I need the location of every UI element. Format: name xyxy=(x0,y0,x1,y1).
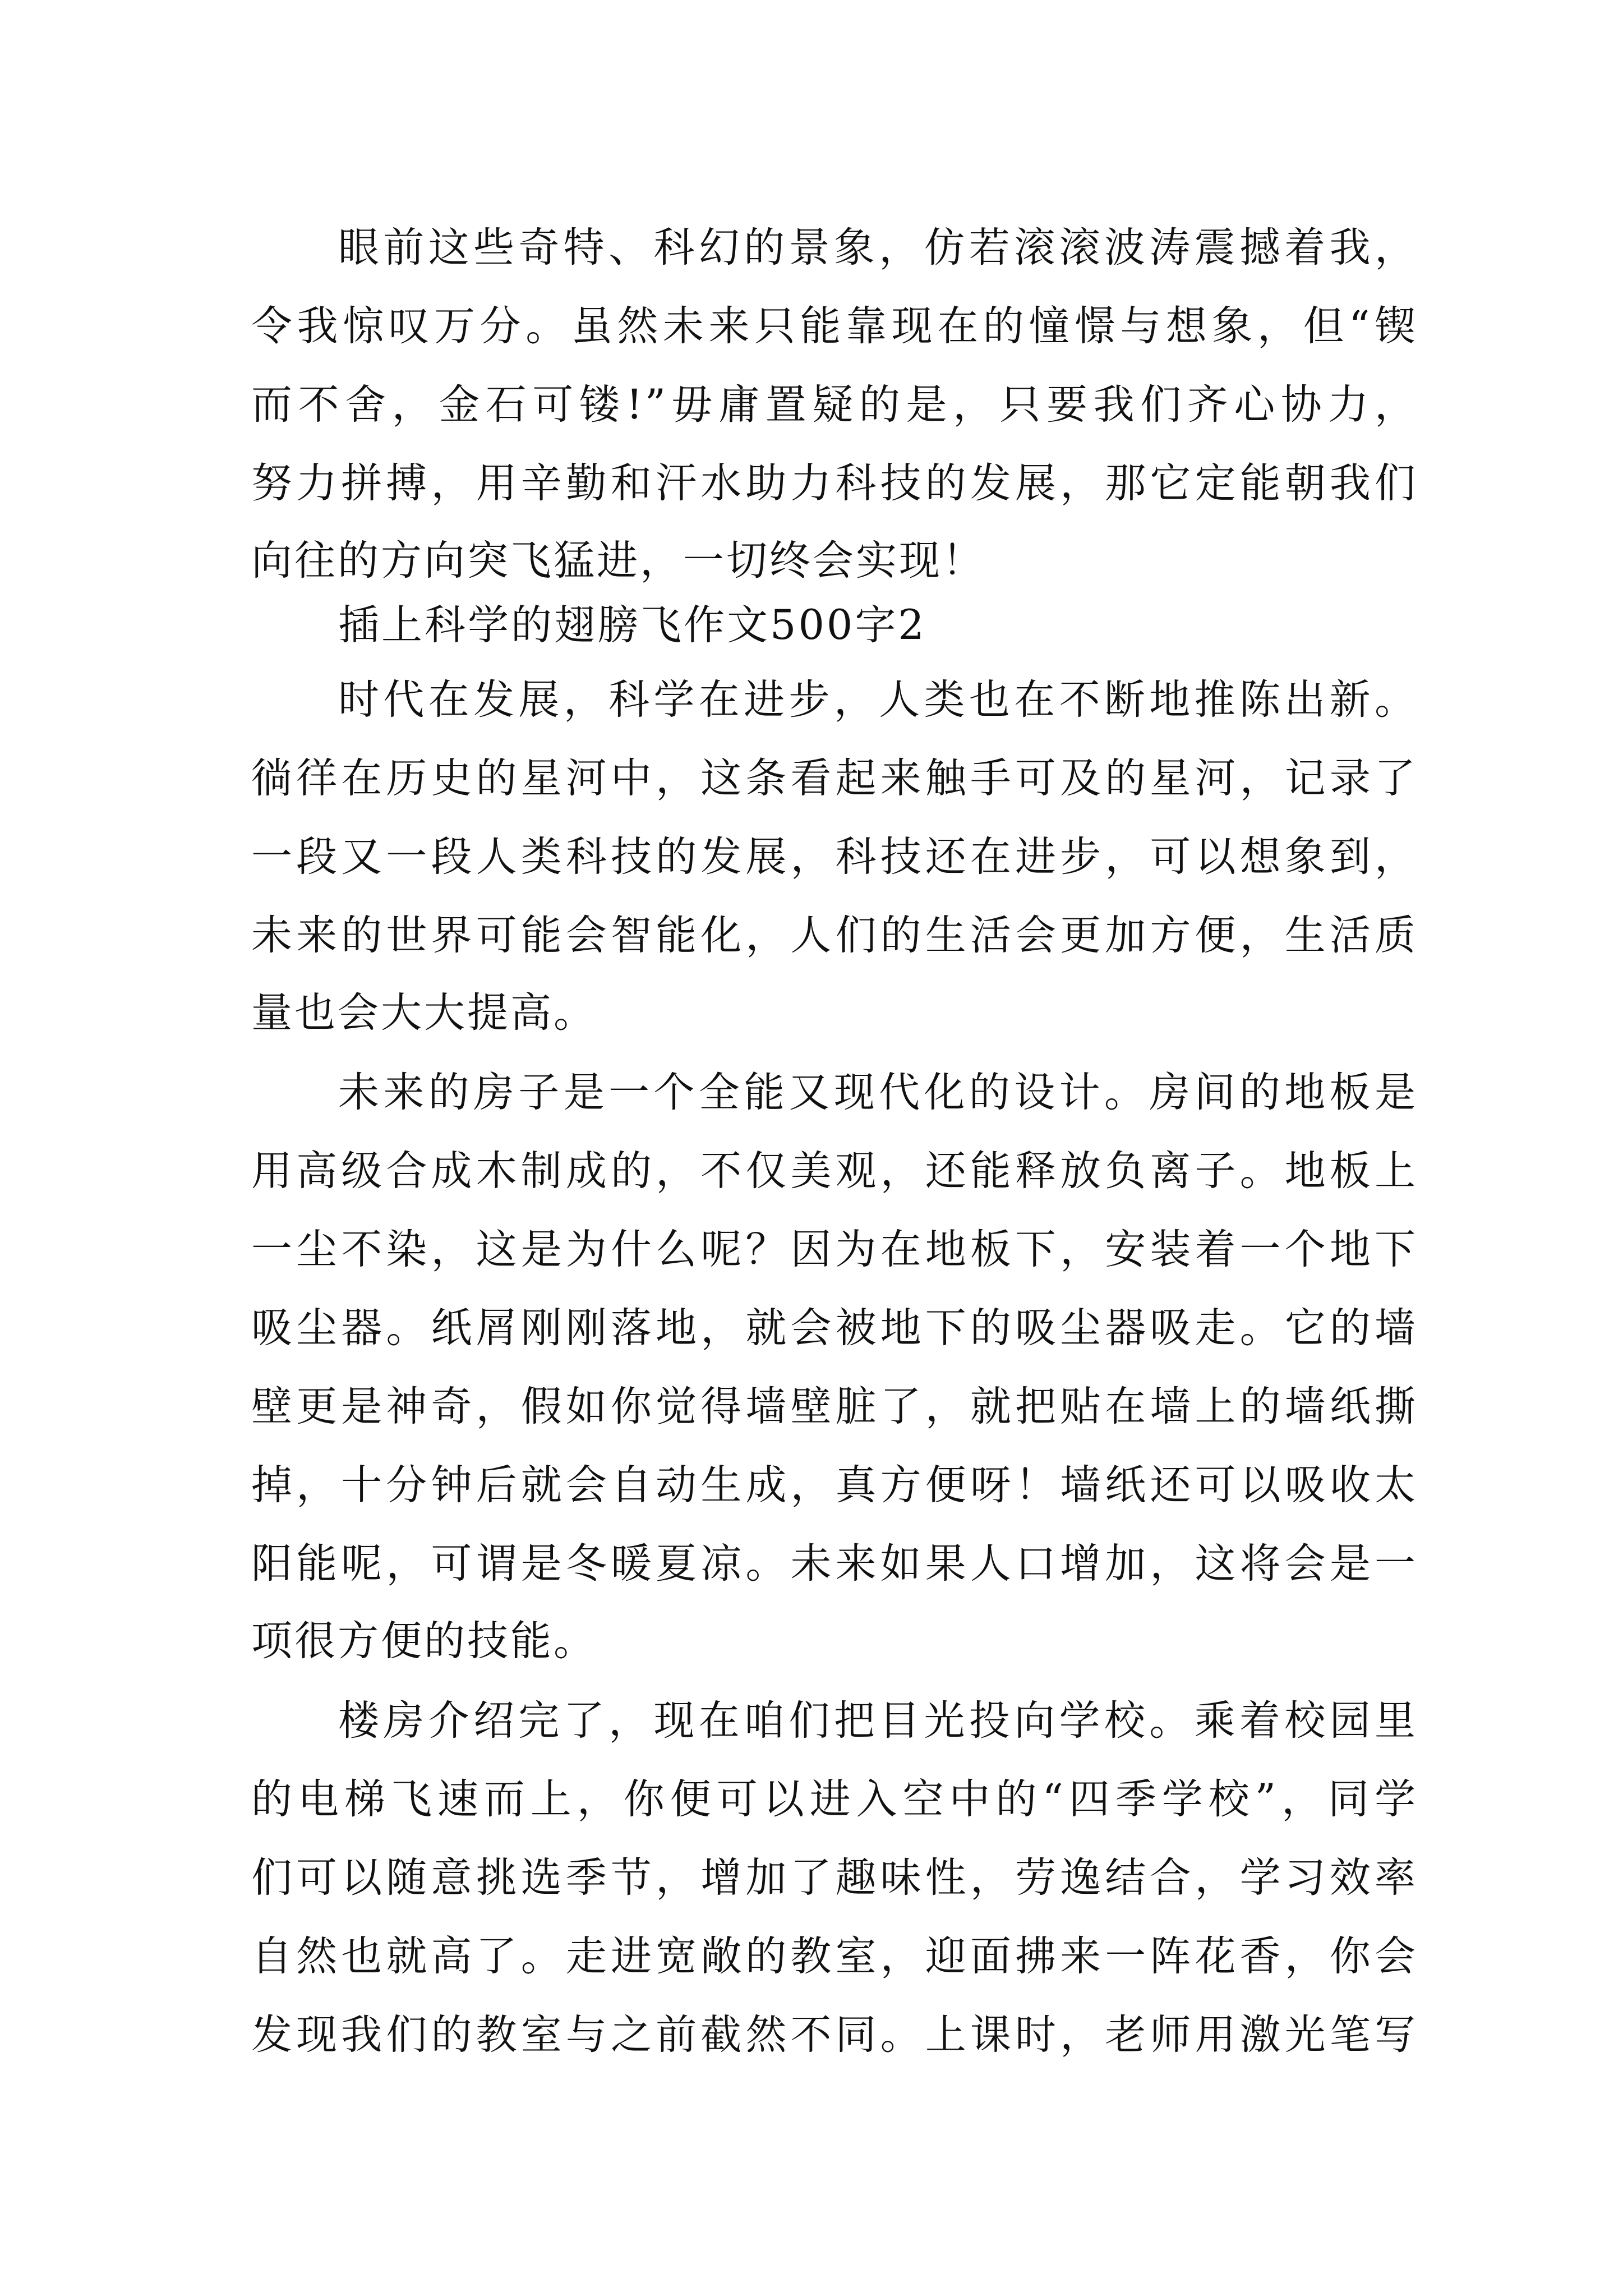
text-line: 时代在发展，科学在进步，人类也在不断地推陈出新。 xyxy=(338,676,1418,724)
text-line: 吸尘器。纸屑刚刚落地，就会被地下的吸尘器吸走。它的墙 xyxy=(251,1304,1418,1352)
text-line: 用高级合成木制成的，不仅美观，还能释放负离子。地板上 xyxy=(251,1147,1418,1195)
section-heading: 插上科学的翅膀飞作文500字2 xyxy=(338,601,926,649)
text-line: 自然也就高了。走进宽敞的教室，迎面拂来一阵花香，你会 xyxy=(251,1932,1418,1980)
text-line: 一尘不染，这是为什么呢？因为在地板下，安装着一个地下 xyxy=(251,1226,1418,1273)
text-line: 项很方便的技能。 xyxy=(251,1617,597,1665)
text-line: 的电梯飞速而上，你便可以进入空中的“四季学校”，同学 xyxy=(251,1775,1418,1823)
text-line: 徜徉在历史的星河中，这条看起来触手可及的星河，记录了 xyxy=(251,754,1418,802)
text-line: 阳能呢，可谓是冬暖夏凉。未来如果人口增加，这将会是一 xyxy=(251,1540,1418,1588)
text-line: 们可以随意挑选季节，增加了趣味性，劳逸结合，学习效率 xyxy=(251,1854,1418,1902)
text-line: 壁更是神奇，假如你觉得墙壁脏了，就把贴在墙上的墙纸撕 xyxy=(251,1383,1418,1430)
text-line: 掉，十分钟后就会自动生成，真方便呀！墙纸还可以吸收太 xyxy=(251,1461,1418,1509)
text-line: 楼房介绍完了，现在咱们把目光投向学校。乘着校园里 xyxy=(338,1697,1418,1745)
text-line: 而不舍，金石可镂!”毋庸置疑的是，只要我们齐心协力， xyxy=(251,381,1418,429)
text-line: 未来的世界可能会智能化，人们的生活会更加方便，生活质 xyxy=(251,912,1418,959)
text-line: 令我惊叹万分。虽然未来只能靠现在的憧憬与想象，但“锲 xyxy=(251,302,1418,350)
text-line: 发现我们的教室与之前截然不同。上课时，老师用激光笔写 xyxy=(251,2011,1418,2059)
text-line: 向往的方向突飞猛进，一切终会实现！ xyxy=(251,537,985,585)
text-line: 未来的房子是一个全能又现代化的设计。房间的地板是 xyxy=(338,1069,1418,1116)
text-line: 努力拼搏，用辛勤和汗水助力科技的发展，那它定能朝我们 xyxy=(251,459,1418,507)
text-line: 眼前这些奇特、科幻的景象，仿若滚滚波涛震撼着我， xyxy=(338,224,1418,272)
text-line: 量也会大大提高。 xyxy=(251,989,597,1037)
text-line: 一段又一段人类科技的发展，科技还在进步，可以想象到， xyxy=(251,833,1418,881)
